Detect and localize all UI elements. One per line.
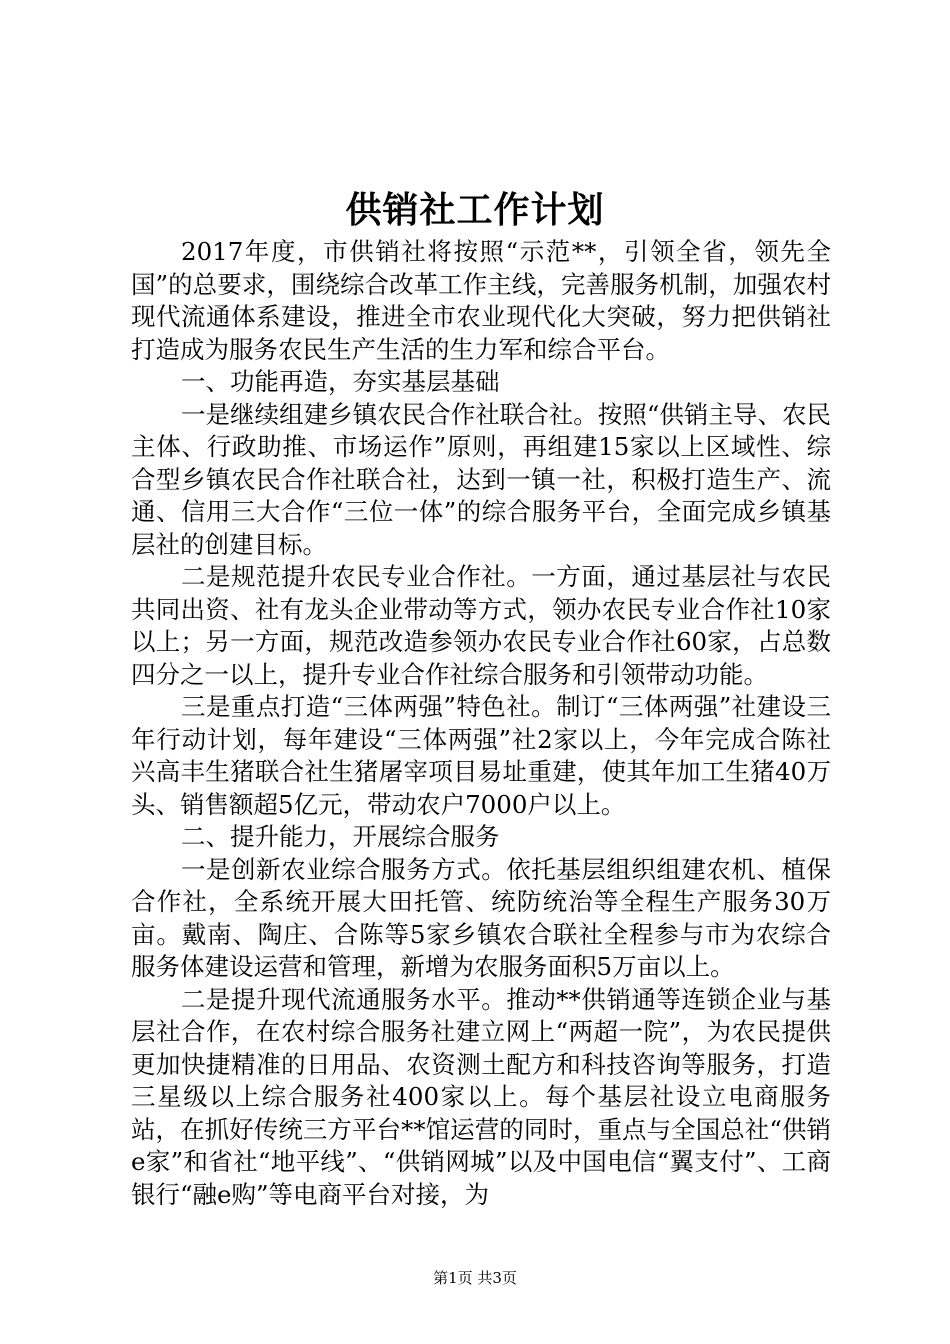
document-title: 供销社工作计划 — [345, 189, 605, 231]
paragraph: 二是规范提升农民专业合作社。一方面，通过基层社与农民共同出资、社有龙头企业带动等方式，领办农民专业合作社10家以上；另一方面，规范改造参领办农民专业合作社60家，占总数四分之一以上，提升专业合作社综合服务和引领带动功能。 — [131, 562, 831, 689]
paragraph: 三是重点打造“三体两强”特色社。制订“三体两强”社建设三年行动计划，每年建设“三体两强”社2家以上，今年完成合陈社兴高丰生猪联合社生猪屠宰项目易址重建，使其年加工生猪40万头、销售额超5亿元，带动农户7000户以上。 — [131, 692, 831, 819]
section-heading-2: 二、提升能力，开展综合服务 — [181, 822, 500, 851]
paragraph: 一是继续组建乡镇农民合作社联合社。按照“供销主导、农民主体、行政助推、市场运作”原则，再组建15家以上区域性、综合型乡镇农民合作社联合社，达到一镇一社，积极打造生产、流通、信用三大合作“三位一体”的综合服务平台，全面完成乡镇基层社的创建目标。 — [131, 399, 831, 559]
paragraph-intro: 2017年度，市供销社将按照“示范**，引领全省，领先全国”的总要求，围绕综合改革工作主线，完善服务机制，加强农村现代流通体系建设，推进全市农业现代化大突破，努力把供销社打造成为服务农民生产生活的生力军和综合平台。 — [131, 237, 831, 364]
section-heading-1: 一、功能再造，夯实基层基础 — [181, 367, 500, 396]
document-body — [131, 236, 831, 1211]
page-footer: 第1页 共3页 — [433, 1269, 517, 1287]
paragraph: 二是提升现代流通服务水平。推动**供销通等连锁企业与基层社合作，在农村综合服务社建立网上“两超一院”，为农民提供更加快捷精准的日用品、农资测土配方和科技咨询等服务，打造三星级以上综合服务社400家以上。每个基层社设立电商服务站，在抓好传统三方平台**馆运营的同时，重点与全国总社“供销e家”和省社“地平线”、“供销网城”以及中国电信“翼支付”、工商银行“融e购”等电商平台对接，为 — [131, 984, 831, 1209]
paragraph: 一是创新农业综合服务方式。依托基层组织组建农机、植保合作社，全系统开展大田托管、统防统治等全程生产服务30万亩。戴南、陶庄、合陈等5家乡镇农合联社全程参与市为农综合服务体建设运营和管理，新增为农服务面积5万亩以上。 — [131, 854, 831, 981]
